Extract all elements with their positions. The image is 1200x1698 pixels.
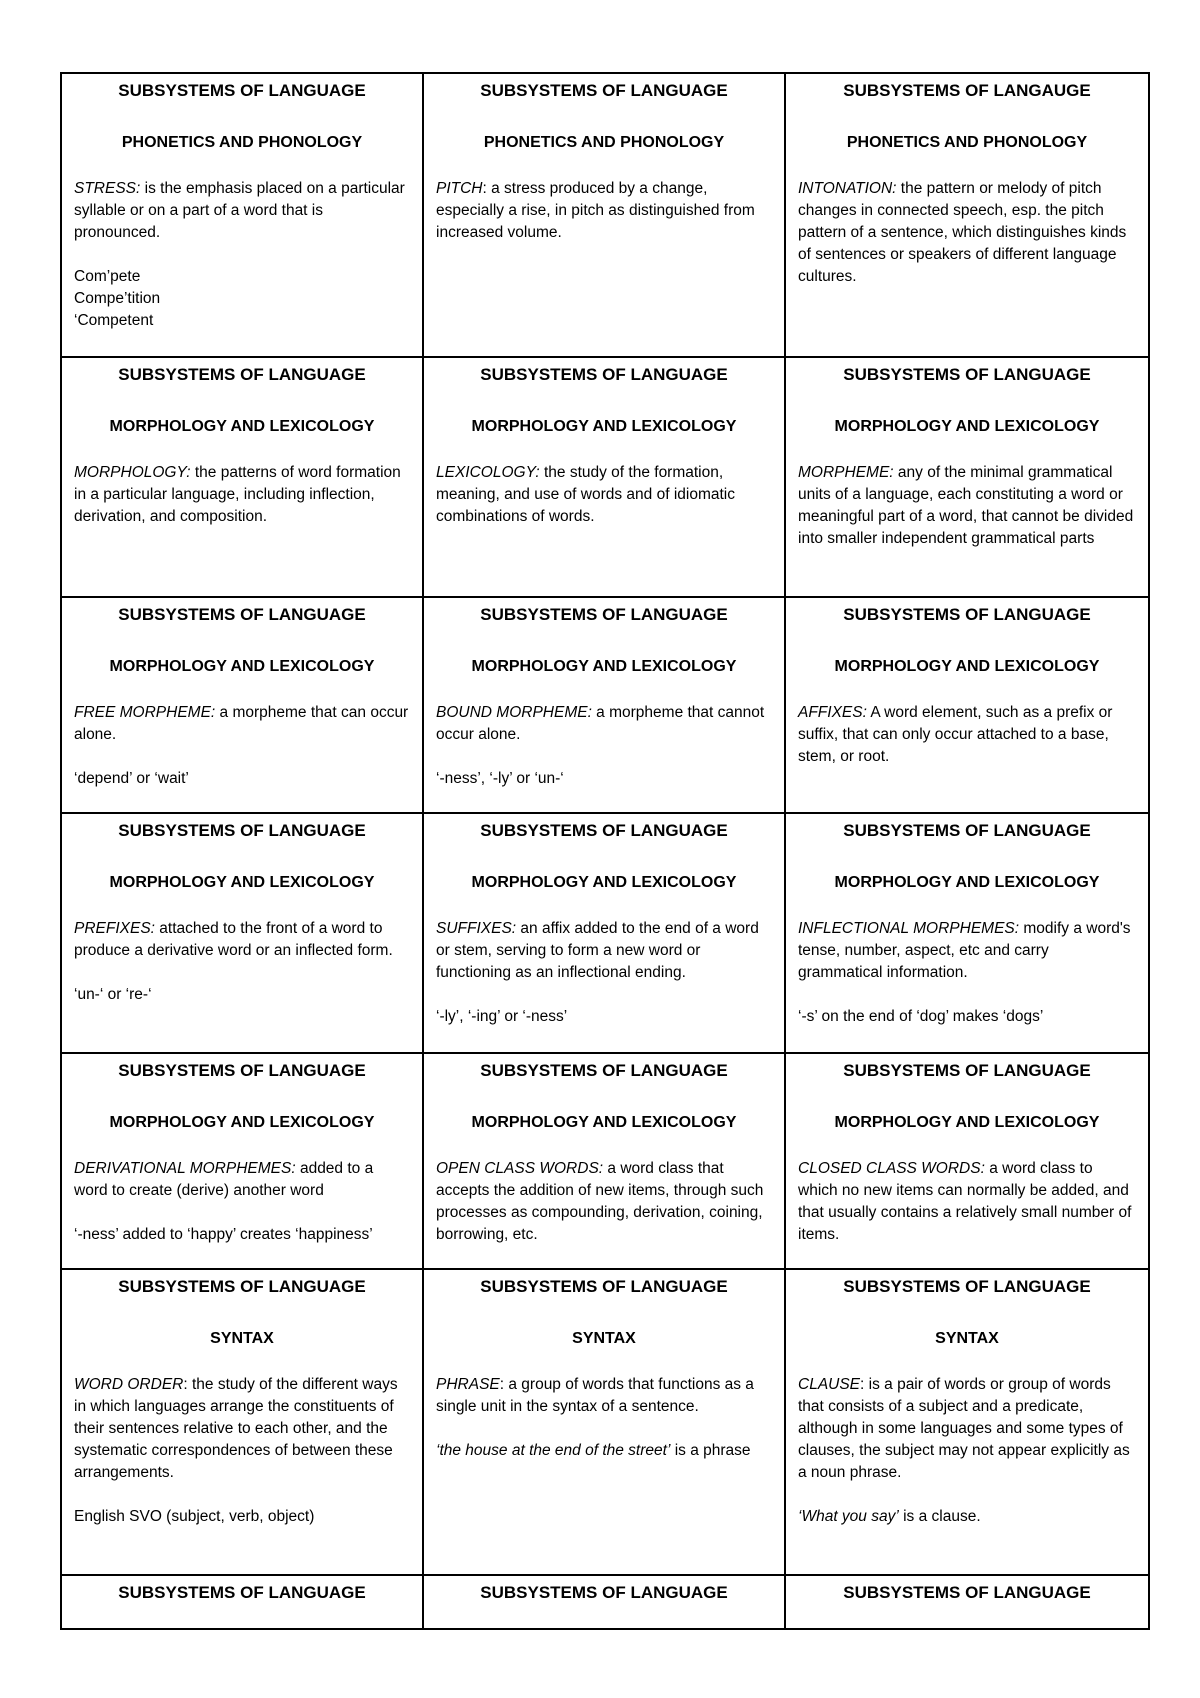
- card-header: SUBSYSTEMS OF LANGUAGE: [118, 81, 366, 100]
- card-example-text: ‘the house at the end of the street’: [436, 1442, 671, 1459]
- card-header: SUBSYSTEMS OF LANGUAGE: [480, 1061, 728, 1080]
- card-definition-text: a word class to which no new items can normally be added, and that usually contains a relatively small number of items.: [798, 1160, 1132, 1243]
- flashcard-sheet: [60, 72, 1150, 1630]
- card-example: [74, 266, 410, 332]
- flashcard: [61, 597, 423, 813]
- card-section: MORPHOLOGY AND LEXICOLOGY: [471, 658, 737, 675]
- card-example: [74, 1224, 410, 1246]
- card-term: INTONATION:: [798, 180, 897, 197]
- card-header: SUBSYSTEMS OF LANGUAGE: [843, 1583, 1091, 1602]
- flashcard: [423, 597, 785, 813]
- card-header: SUBSYSTEMS OF LANGUAGE: [118, 1061, 366, 1080]
- card-section: SYNTAX: [572, 1330, 636, 1347]
- card-header: SUBSYSTEMS OF LANGUAGE: [843, 1061, 1091, 1080]
- card-example-text: ‘-ly’, ‘-ing’ or ‘-ness’: [436, 1008, 568, 1025]
- card-section: MORPHOLOGY AND LEXICOLOGY: [109, 658, 375, 675]
- card-definition: [74, 1374, 410, 1484]
- card-definition: [74, 918, 410, 962]
- card-header: SUBSYSTEMS OF LANGUAGE: [118, 605, 366, 624]
- card-section: SYNTAX: [210, 1330, 274, 1347]
- card-example-suffix: is a phrase: [670, 1442, 751, 1459]
- card-section: SYNTAX: [935, 1330, 999, 1347]
- card-definition-text: is the emphasis placed on a particular syllable or on a part of a word that is pronounced.: [74, 180, 405, 241]
- card-section: MORPHOLOGY AND LEXICOLOGY: [471, 1114, 737, 1131]
- flashcard: [423, 1269, 785, 1575]
- card-section: MORPHOLOGY AND LEXICOLOGY: [471, 874, 737, 891]
- card-term: FREE MORPHEME:: [74, 704, 216, 721]
- card-section: MORPHOLOGY AND LEXICOLOGY: [834, 874, 1100, 891]
- card-header: SUBSYSTEMS OF LANGUAGE: [480, 365, 728, 384]
- card-definition: [798, 702, 1136, 768]
- card-definition: [436, 918, 772, 984]
- flashcard: [785, 813, 1149, 1053]
- card-definition: [436, 178, 772, 244]
- card-header: SUBSYSTEMS OF LANGUAGE: [843, 821, 1091, 840]
- card-header: SUBSYSTEMS OF LANGUAGE: [480, 605, 728, 624]
- flashcard: [423, 357, 785, 597]
- card-example-text: ‘depend’ or ‘wait’: [74, 770, 189, 787]
- card-example: [436, 768, 772, 790]
- card-example: [74, 1506, 410, 1528]
- card-term: CLAUSE: [798, 1376, 861, 1393]
- card-term: CLOSED CLASS WORDS:: [798, 1160, 985, 1177]
- card-example-suffix: is a clause.: [898, 1508, 981, 1525]
- card-example: [436, 1006, 772, 1028]
- card-header: SUBSYSTEMS OF LANGUAGE: [118, 365, 366, 384]
- card-definition-text: an affix added to the end of a word or stem, serving to form a new word or functioning as an inflectional ending.: [436, 920, 759, 981]
- card-definition-text: : the study of the different ways in which languages arrange the constituents of their sentences relative to each other, and the systematic correspondences of between these arrangements.: [74, 1376, 398, 1481]
- card-example: [798, 1506, 1136, 1528]
- flashcard: [61, 73, 423, 357]
- card-definition-text: attached to the front of a word to produce a derivative word or an inflected form.: [74, 920, 393, 959]
- card-example: [74, 768, 410, 790]
- card-header: SUBSYSTEMS OF LANGAUGE: [843, 81, 1091, 100]
- card-definition: [798, 178, 1136, 288]
- flashcard: [61, 1575, 423, 1629]
- card-example-text: ‘-ness’ added to ‘happy’ creates ‘happiness’: [74, 1226, 373, 1243]
- card-term: INFLECTIONAL MORPHEMES:: [798, 920, 1020, 937]
- card-section: PHONETICS AND PHONOLOGY: [846, 134, 1088, 151]
- card-row: [61, 357, 1149, 597]
- card-definition-text: the patterns of word formation in a particular language, including inflection, derivation, and composition.: [74, 464, 401, 525]
- card-term: MORPHEME:: [798, 464, 894, 481]
- card-definition: [436, 702, 772, 746]
- card-section: MORPHOLOGY AND LEXICOLOGY: [109, 1114, 375, 1131]
- card-row: [61, 73, 1149, 357]
- flashcard: [785, 357, 1149, 597]
- card-definition-text: the study of the formation, meaning, and use of words and of idiomatic combinations of words.: [436, 464, 735, 525]
- card-section: MORPHOLOGY AND LEXICOLOGY: [109, 874, 375, 891]
- card-term: AFFIXES:: [798, 704, 867, 721]
- card-term: WORD ORDER: [74, 1376, 184, 1393]
- card-definition-text: any of the minimal grammatical units of a language, each constituting a word or meaningful part of a word, that cannot be divided into smaller independent grammatical parts: [798, 464, 1134, 547]
- card-example-text: ‘What you say’: [798, 1508, 899, 1525]
- card-header: SUBSYSTEMS OF LANGUAGE: [480, 1277, 728, 1296]
- card-term: OPEN CLASS WORDS:: [436, 1160, 604, 1177]
- card-row: [61, 1269, 1149, 1575]
- card-term: BOUND MORPHEME:: [436, 704, 592, 721]
- card-definition: [74, 702, 410, 746]
- card-row: [61, 813, 1149, 1053]
- card-section: MORPHOLOGY AND LEXICOLOGY: [834, 658, 1100, 675]
- card-term: PREFIXES:: [74, 920, 155, 937]
- card-header: SUBSYSTEMS OF LANGUAGE: [480, 821, 728, 840]
- card-header: SUBSYSTEMS OF LANGUAGE: [118, 821, 366, 840]
- card-definition: [436, 462, 772, 528]
- card-term: SUFFIXES:: [436, 920, 517, 937]
- card-definition: [74, 1158, 410, 1202]
- card-row: [61, 597, 1149, 813]
- card-definition: [798, 1374, 1136, 1484]
- card-header: SUBSYSTEMS OF LANGUAGE: [480, 81, 728, 100]
- card-term: DERIVATIONAL MORPHEMES:: [74, 1160, 296, 1177]
- card-definition: [436, 1158, 772, 1246]
- card-section: MORPHOLOGY AND LEXICOLOGY: [109, 418, 375, 435]
- card-example-text: ‘-ness’, ‘-ly’ or ‘un-‘: [436, 770, 564, 787]
- card-row: [61, 1575, 1149, 1629]
- card-definition: [74, 178, 410, 244]
- card-term: PITCH: [436, 180, 483, 197]
- card-term: LEXICOLOGY:: [436, 464, 540, 481]
- flashcard: [423, 1053, 785, 1269]
- flashcard: [423, 813, 785, 1053]
- card-header: SUBSYSTEMS OF LANGUAGE: [118, 1277, 366, 1296]
- card-example: [74, 984, 410, 1006]
- card-definition-text: : a group of words that functions as a single unit in the syntax of a sentence.: [436, 1376, 754, 1415]
- card-term: MORPHOLOGY:: [74, 464, 191, 481]
- card-example: [798, 1006, 1136, 1028]
- card-example-text: ‘un-‘ or ‘re-‘: [74, 986, 152, 1003]
- card-definition-text: A word element, such as a prefix or suffix, that can only occur attached to a base, stem, or root.: [798, 704, 1113, 765]
- card-header: SUBSYSTEMS OF LANGUAGE: [843, 605, 1091, 624]
- card-header: SUBSYSTEMS OF LANGUAGE: [480, 1583, 728, 1602]
- flashcard: [785, 1053, 1149, 1269]
- card-section: MORPHOLOGY AND LEXICOLOGY: [471, 418, 737, 435]
- card-definition: [798, 918, 1136, 984]
- card-definition: [798, 462, 1136, 550]
- card-section: PHONETICS AND PHONOLOGY: [483, 134, 725, 151]
- flashcard: [785, 1269, 1149, 1575]
- flashcard: [61, 1053, 423, 1269]
- card-section: MORPHOLOGY AND LEXICOLOGY: [834, 1114, 1100, 1131]
- card-definition-text: a morpheme that cannot occur alone.: [436, 704, 765, 743]
- flashcard: [785, 597, 1149, 813]
- card-definition-text: a morpheme that can occur alone.: [74, 704, 409, 743]
- card-definition-text: the pattern or melody of pitch changes in connected speech, esp. the pitch pattern of a sentence, which distinguishes kinds of sentences or speakers of different language cultures.: [798, 180, 1127, 285]
- card-example-text: English SVO (subject, verb, object): [74, 1508, 315, 1525]
- card-header: SUBSYSTEMS OF LANGUAGE: [843, 1277, 1091, 1296]
- card-term: PHRASE: [436, 1376, 500, 1393]
- card-definition-text: added to a word to create (derive) another word: [74, 1160, 374, 1199]
- flashcard: [785, 1575, 1149, 1629]
- card-definition-text: : a stress produced by a change, especially a rise, in pitch as distinguished from increased volume.: [436, 180, 755, 241]
- card-definition-text: : is a pair of words or group of words that consists of a subject and a predicate, although in some languages and some types of clauses, the subject may not appear explicitly as a noun phrase.: [798, 1376, 1130, 1481]
- card-definition-text: modify a word's tense, number, aspect, etc and carry grammatical information.: [798, 920, 1131, 981]
- card-definition-text: a word class that accepts the addition of new items, through such processes as compounding, derivation, coining, borrowing, etc.: [436, 1160, 764, 1243]
- flashcard: [61, 1269, 423, 1575]
- card-definition: [74, 462, 410, 528]
- flashcard: [785, 73, 1149, 357]
- card-example-text: Com’pete Compe’tition ‘Competent: [74, 268, 161, 329]
- flashcard: [423, 73, 785, 357]
- flashcard: [61, 357, 423, 597]
- card-term: STRESS:: [74, 180, 141, 197]
- card-example-text: ‘-s’ on the end of ‘dog’ makes ‘dogs’: [798, 1008, 1044, 1025]
- card-header: SUBSYSTEMS OF LANGUAGE: [843, 365, 1091, 384]
- flashcard: [423, 1575, 785, 1629]
- card-section: MORPHOLOGY AND LEXICOLOGY: [834, 418, 1100, 435]
- card-definition: [436, 1374, 772, 1418]
- card-header: SUBSYSTEMS OF LANGUAGE: [118, 1583, 366, 1602]
- card-example: [436, 1440, 772, 1462]
- card-section: PHONETICS AND PHONOLOGY: [121, 134, 363, 151]
- flashcard: [61, 813, 423, 1053]
- card-definition: [798, 1158, 1136, 1246]
- card-row: [61, 1053, 1149, 1269]
